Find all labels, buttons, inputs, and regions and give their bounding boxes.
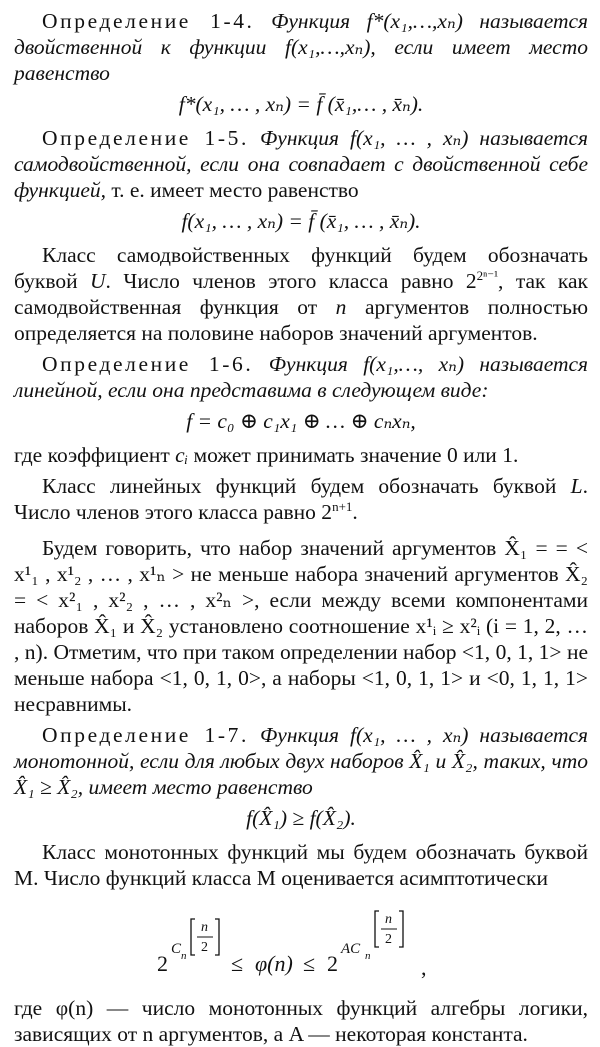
definition-text: Функция f(x₁,…, xₙ) называется линейной, если она представима в следующем виде: (14, 352, 589, 402)
left-frac-num: n (201, 920, 208, 935)
definition-text: Функция f*(x₁,…,xₙ) называется двойственной к функции f(x₁,…,xₙ), если имеет место равенство (14, 9, 589, 85)
right-base: 2 (327, 951, 338, 976)
definition-text: Функция f(x₁, … , xₙ) называется монотонной, если для любых двух наборов X̂₁ и X̂₂, таких, что X̂₁ ≥ X̂₂, имеет место равенство (14, 723, 589, 799)
order-paragraph: Будем говорить, что набор значений аргументов X̂₁ = = < x¹₁ , x¹₂ , … , x¹ₙ > не меньше набора значений аргументов X̂₂ = < x²₁ , x²₂ , … , x²ₙ >, если между всеми компонентами наборов X̂₁ и X̂₂ установлено соотношение x¹ᵢ ≥ x²ᵢ (i = 1, 2, … , n). Отметим, что при таком определении набор <1, 0, 1, 1> не меньше набора <1, 0, 1, 0>, а наборы <1, 0, 1, 1> и <0, 1, 1, 1> несравнимы. (14, 536, 588, 716)
exponent: n+1 (332, 498, 353, 514)
formula-linear: f = c₀ ⊕ c₁x₁ ⊕ … ⊕ cₙxₙ, (186, 409, 416, 433)
formula-monotone: f(X̂₁) ≥ f(X̂₂). (246, 806, 356, 830)
right-exp: AC (341, 941, 361, 957)
definition-1-5 (14, 125, 588, 203)
paragraph-text: . (352, 500, 358, 524)
bound-formula (151, 897, 451, 983)
final-paragraph: где φ(n) — число монотонных функций алгебры логики, зависящих от n аргументов, а A — некоторая константа. (14, 996, 588, 1046)
definition-text: Функция f(x₁, … , xₙ) называется самодвойственной, если она совпадает с двойственной себе функцией, (14, 126, 589, 202)
definition-1-4 (14, 8, 588, 86)
paragraph-text: аргументов полностью определяется на половине наборов значений аргументов. (14, 295, 589, 345)
left-exp: C (171, 941, 182, 957)
trailing-comma: , (421, 955, 427, 980)
paragraph-text: Класс самодвойственных функций будем обозначать буквой (14, 243, 588, 293)
definition-heading: Определение 1-4. (42, 9, 255, 33)
paragraph-text: . Число членов этого класса равно 2 (14, 474, 588, 524)
paragraph-text: где коэффициент (14, 443, 170, 467)
paragraph-text: , так как самодвойственная функция от (14, 269, 588, 319)
paragraph-text: Класс линейных функций будем обозначать буквой (42, 474, 557, 498)
definition-heading: Определение 1-7. (42, 723, 249, 747)
left-base: 2 (157, 951, 168, 976)
paragraph-text: может принимать значение 0 или 1. (193, 443, 519, 467)
coefficient: cᵢ (175, 443, 189, 467)
definition-heading: Определение 1-5. (42, 126, 249, 150)
class-letter: L (570, 474, 583, 498)
monotone-class-paragraph: Класс монотонных функций мы будем обозначать буквой M. Число функций класса M оценивается асимптотически (14, 840, 588, 890)
right-sub: n (365, 950, 371, 962)
relation-2: ≤ (303, 951, 316, 976)
relation-1: ≤ (231, 951, 244, 976)
right-frac-num: n (385, 912, 392, 927)
right-frac-den: 2 (385, 932, 392, 947)
definition-1-6 (14, 351, 588, 403)
definition-1-7 (14, 722, 588, 800)
exponent: 2ⁿ⁻¹ (476, 267, 499, 283)
coefficient-line (14, 442, 588, 468)
variable-n: n (335, 295, 347, 319)
middle-term: φ(n) (255, 951, 293, 976)
left-frac-den: 2 (201, 940, 208, 955)
definition-heading: Определение 1-6. (42, 352, 254, 376)
linear-class-paragraph (14, 473, 588, 525)
asymptotic-bound (14, 897, 588, 985)
class-letter: U (90, 269, 106, 293)
formula-dual: f*(x₁, … , xₙ) = f̄ (x̄₁,… , x̄ₙ). (178, 92, 424, 116)
left-sub: n (181, 950, 187, 962)
self-dual-class-paragraph (14, 242, 588, 346)
paragraph-text: . Число членов этого класса равно 2 (105, 269, 477, 293)
formula-self-dual: f(x₁, … , xₙ) = f̄ (x̄₁, … , x̄ₙ). (181, 209, 421, 233)
definition-tail: т. е. имеет место равенство (111, 178, 359, 202)
